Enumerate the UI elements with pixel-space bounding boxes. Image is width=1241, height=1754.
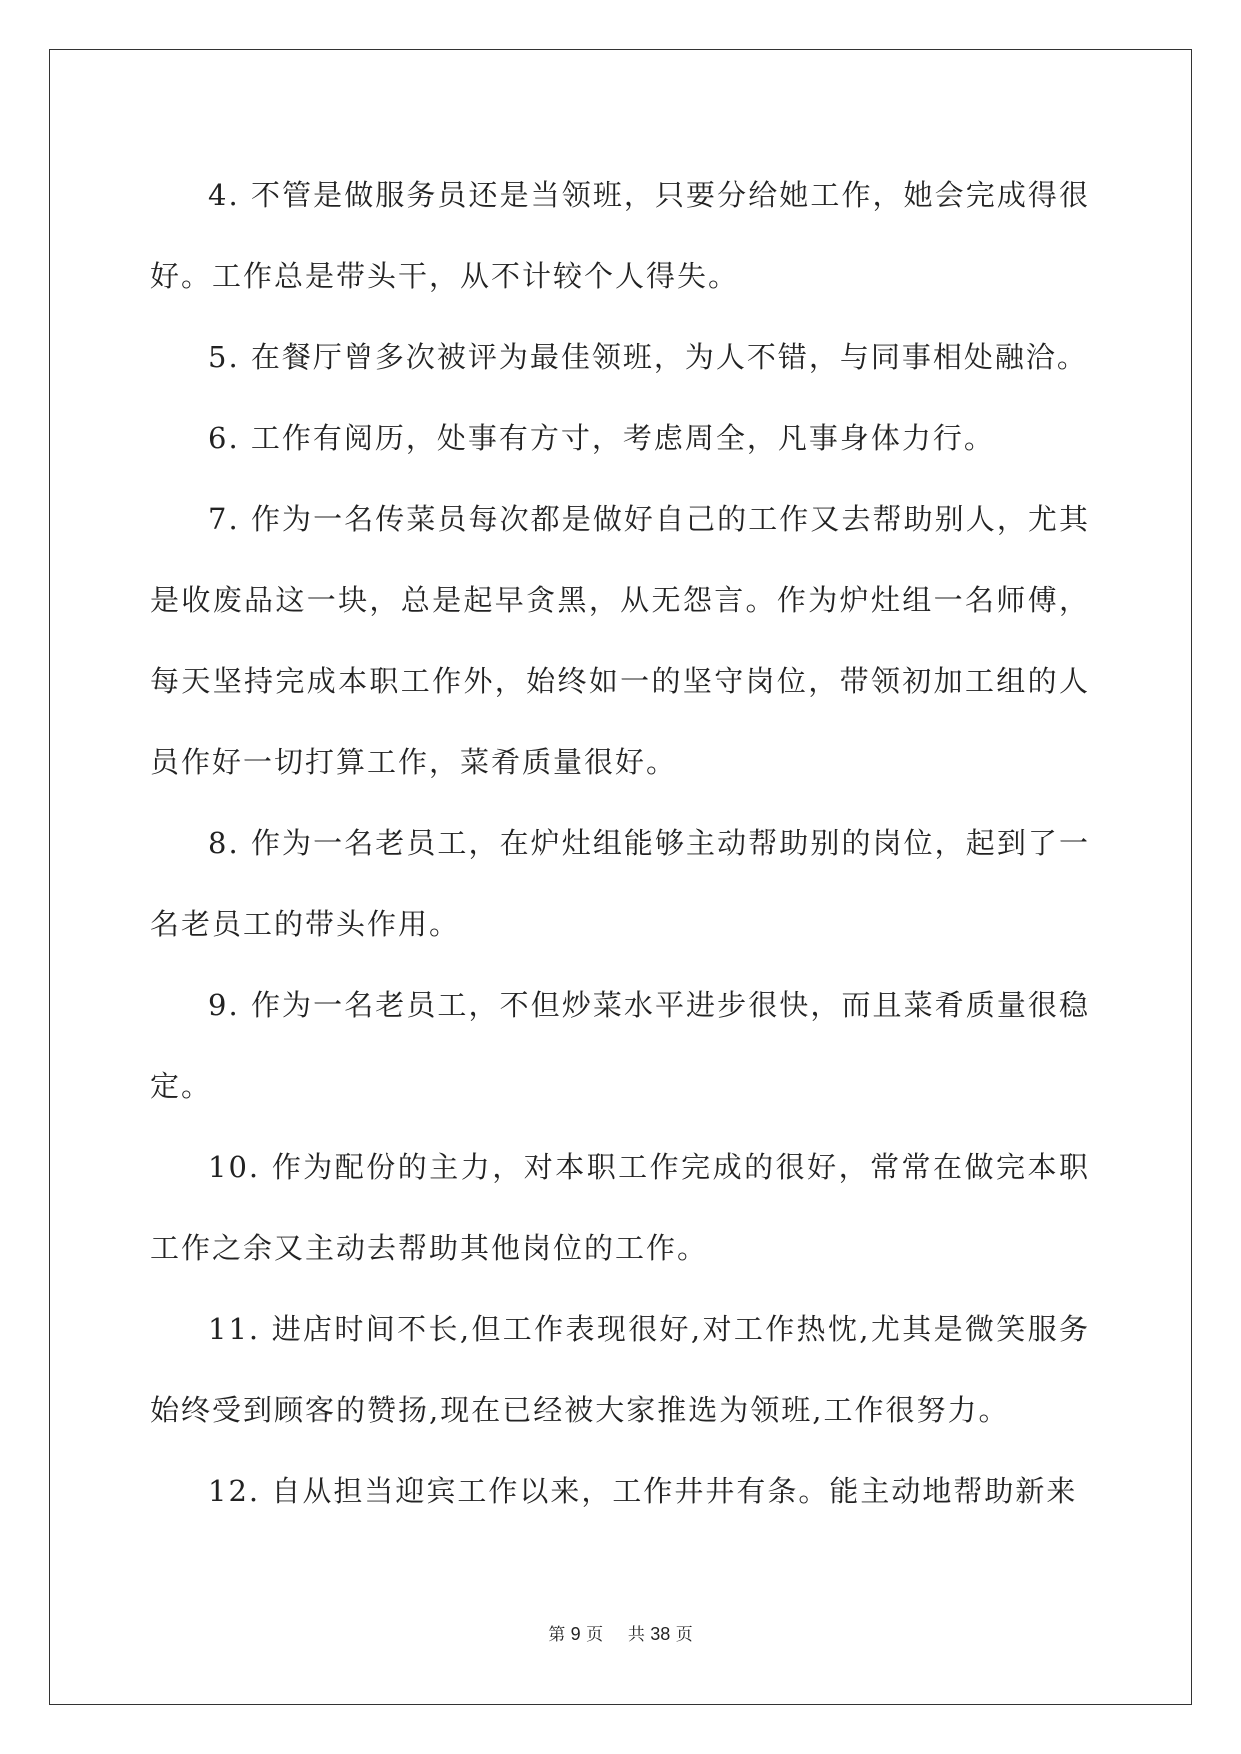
paragraph-item-10: 10. 作为配份的主力，对本职工作完成的很好，常常在做完本职工作之余又主动去帮助其他岗位的工作。 xyxy=(150,1150,1090,1265)
total-pages-number: 38 xyxy=(650,1624,671,1644)
paragraph-item-7: 7. 作为一名传菜员每次都是做好自己的工作又去帮助别人，尤其是收废品这一块，总是起早贪黑，从无怨言。作为炉灶组一名师傅，每天坚持完成本职工作外，始终如一的坚守岗位，带领初加工组的人员作好一切打算工作，菜肴质量很好。 xyxy=(150,502,1090,779)
paragraph-item-6: 6. 工作有阅历，处事有方寸，考虑周全，凡事身体力行。 xyxy=(208,421,995,455)
total-prefix: 共 xyxy=(627,1625,645,1645)
paragraph-item-5: 5. 在餐厅曾多次被评为最佳领班，为人不错，与同事相处融洽。 xyxy=(208,340,1088,374)
page-prefix: 第 xyxy=(548,1625,566,1645)
paragraph-item-9: 9. 作为一名老员工，不但炒菜水平进步很快，而且菜肴质量很稳定。 xyxy=(150,988,1090,1103)
paragraph-item-8: 8. 作为一名老员工，在炉灶组能够主动帮助别的岗位，起到了一名老员工的带头作用。 xyxy=(150,826,1090,941)
page-suffix: 页 xyxy=(586,1625,604,1645)
current-page-number: 9 xyxy=(570,1624,581,1644)
document-body xyxy=(150,155,1090,1532)
total-suffix: 页 xyxy=(675,1625,693,1645)
paragraph-item-4: 4. 不管是做服务员还是当领班，只要分给她工作，她会完成得很好。工作总是带头干，从不计较个人得失。 xyxy=(150,178,1090,293)
page-footer xyxy=(0,1620,1241,1645)
paragraph-item-12: 12. 自从担当迎宾工作以来，工作井井有条。能主动地帮助新来 xyxy=(208,1474,1078,1508)
paragraph-item-11: 11. 进店时间不长,但工作表现很好,对工作热忱,尤其是微笑服务始终受到顾客的赞扬,现在已经被大家推选为领班,工作很努力。 xyxy=(150,1312,1090,1427)
